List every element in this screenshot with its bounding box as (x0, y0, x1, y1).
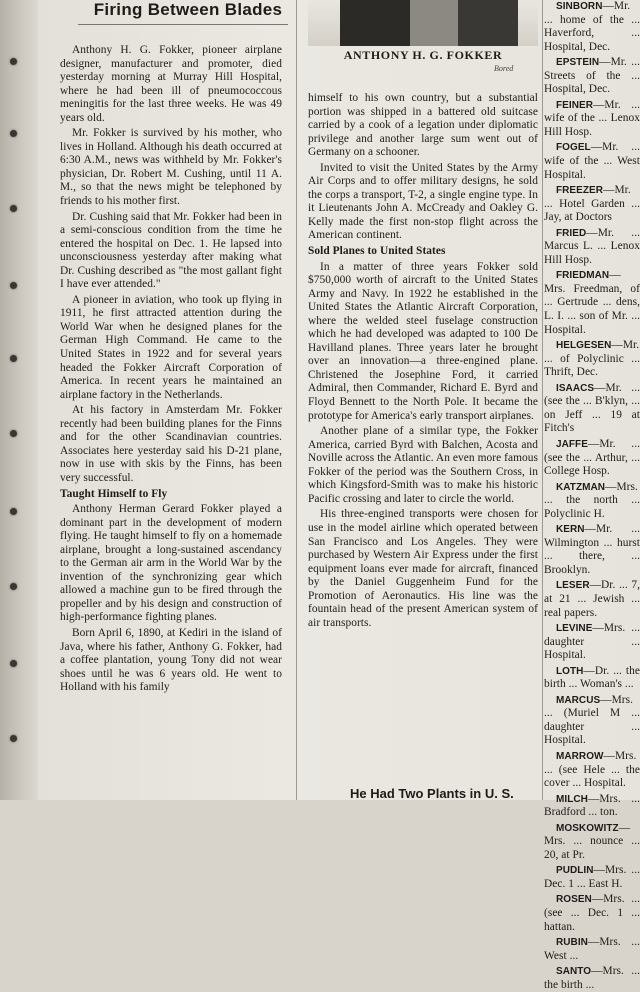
article-paragraph: Anthony H. G. Fokker, pioneer airplane designer, manufacturer and promoter, died yesterday morning at Murray Hill Hospital, where he had been ill of pneumococcous meningitis for the last three weeks. He was 49 years old. (60, 44, 282, 124)
notice-text: —Mr. ... Streets of the ... Hospital, Dec. (544, 56, 640, 96)
birth-notice-entry (544, 269, 640, 337)
notice-text: —Mr. ... wife of the ... West Hospital. (544, 141, 640, 181)
binding-hole (10, 355, 17, 362)
notice-text: —Mrs. ... nounce ... 20, at Pr. (544, 821, 640, 861)
notice-name: FRIEDMAN (556, 270, 610, 282)
birth-notice-entry (544, 56, 640, 97)
notice-name: KATZMAN (556, 481, 606, 493)
notice-text: —Mrs. ... Bradford ... ton. (544, 792, 640, 819)
article-paragraph: A pioneer in aviation, who took up flying in 1911, he first attracted attention during the World War when he designed planes for the German High Command. He came to the United States in 1922 and for several years headed the Fokker Aircraft Corporation of America. In recent years he maintained an airplane factory in the Netherlands. (60, 293, 282, 401)
notice-text: —Dr. ... the birth ... Woman's ... (544, 664, 640, 691)
notice-text: —Mr. ... wife of the ... Lenox Hill Hosp. (544, 98, 640, 138)
notice-text: —Mr. ... Hotel Garden ... Jay, at Doctors (544, 184, 640, 224)
notice-text: —Mrs. ... (see Hele ... the cover ... Hospital. (544, 749, 640, 790)
notice-text: —Mr. ... home of the ... Haverford, ... Hospital, Dec. (544, 0, 640, 53)
birth-notice-entry (544, 523, 640, 577)
notice-name: FEINER (556, 99, 593, 111)
birth-notice-entry (544, 665, 640, 692)
notice-text: —Mrs. ... Dec. 1 ... East H. (544, 864, 640, 890)
birth-notice-entry (544, 99, 640, 140)
birth-notice-entry (544, 141, 640, 182)
notice-name: LESER (556, 580, 590, 592)
binding-hole (10, 430, 17, 437)
notice-name: SINBORN (556, 1, 603, 12)
notice-name: LOTH (556, 665, 584, 677)
article-paragraph: At his factory in Amsterdam Mr. Fokker recently had been building planes for the Finns and for the other Scandinavian countries. Associates here yesterday said his D-21 plane, now in use with skis by the Finns, has been very successful. (60, 404, 282, 484)
birth-notice-entry (544, 438, 640, 479)
birth-notice-entry (544, 750, 640, 791)
binding-hole (10, 660, 17, 667)
notice-name: FOGEL (556, 142, 591, 154)
article-paragraph: His three-engined transports were chosen for use in the model airline which operated between San Francisco and Los Angeles. They were purchased by Western Air Express under the first equipment loans ever made for aircraft, financed by the Daniel Guggenheim Fund for the Promotion of Aeronautics. His line was the fountain head of the present American system of air transports. (308, 508, 538, 629)
notice-name: HELGESEN (556, 340, 612, 352)
section-subhead: Taught Himself to Fly (60, 487, 168, 500)
birth-notices-column (544, 0, 640, 991)
notice-text: —Mr. ... Marcus L. ... Lenox Hill Hosp. (544, 226, 640, 266)
birth-notice-entry (544, 227, 640, 268)
article-column-1 (60, 44, 282, 800)
notice-name: FREEZER (556, 185, 604, 197)
notice-text: —Mrs. ... the north ... Polyclinic H. (544, 480, 640, 520)
notice-name: LEVINE (556, 623, 593, 635)
birth-notice-entry (544, 339, 640, 380)
portrait-photo (308, 0, 538, 46)
section-subhead-bottom: He Had Two Plants in U. S. (350, 786, 514, 801)
birth-notice-entry (544, 579, 640, 620)
article-headline: Firing Between Blades (93, 0, 283, 19)
notice-text: —Mr. ... (see the ... B'klyn, ... on Jeff ... 19 at Fitch's (544, 381, 640, 435)
birth-notice-entry (544, 822, 640, 863)
birth-notice-entry (544, 0, 640, 54)
notice-text: —Mrs. ... (Muriel M ... daughter ... Hospital. (544, 693, 640, 747)
birth-notice-entry (544, 793, 640, 820)
notice-text: —Mrs. ... (see ... Dec. 1 ... hattan. (544, 893, 640, 933)
article-paragraph: himself to his own country, but a substantial portion was shipped in a battered old suitcase carried by a cook of a legation under diplomatic privilege and another large sum went out of Germany on a schooner. (308, 92, 538, 159)
article-column-2 (308, 92, 538, 800)
notice-text: —Mrs. ... daughter ... Hospital. (544, 622, 640, 662)
notice-text: —Mrs. ... West ... (544, 936, 640, 962)
notice-name: MILCH (556, 793, 588, 805)
notice-text: —Mr. ... of Polyclinic ... Thrift, Dec. (544, 339, 640, 379)
birth-notice-entry (544, 936, 640, 963)
notice-name: MARCUS (556, 694, 601, 706)
notice-name: RUBIN (556, 937, 588, 949)
notice-text: —Mr. ... (see the ... Arthur, ... College Hosp. (544, 437, 640, 478)
notice-name: MARROW (556, 750, 604, 762)
birth-notice-entry (544, 694, 640, 748)
birth-notice-entry (544, 864, 640, 891)
article-paragraph: Dr. Cushing said that Mr. Fokker had been in a semi-conscious condition from the time he entered the hospital on Dec. 1. He lapsed into unconsciousness yesterday after making what Dr. Cushing described as "the most gallant fight I have ever attended." (60, 210, 282, 291)
article-paragraph: Anthony Herman Gerard Fokker played a dominant part in the development of modern flying. He taught himself to fly on a homemade airplane, brought a long-sustained ascendancy to the German air arm in the World War by the invention of the synchronizing gear which allowed a machine gun to be fired through the propeller and by his design and construction of high-performance fighting planes. (60, 503, 282, 624)
birth-notice-entry (544, 184, 640, 225)
section-subhead: Sold Planes to United States (308, 245, 446, 258)
notice-name: EPSTEIN (556, 57, 600, 69)
newspaper-page (38, 0, 640, 991)
article-paragraph: Born April 6, 1890, at Kediri in the island of Java, where his father, Anthony G. Fokker, had a coffee plantation, young Tony did not wear shoes until he was 6 years old. He went to Holland with his family (60, 626, 282, 694)
headline-rule (78, 24, 288, 25)
photo-caption: ANTHONY H. G. FOKKER (343, 48, 503, 62)
notice-text: —Dr. ... 7, at 21 ... Jewish ... real papers. (544, 579, 640, 619)
binding-hole (10, 508, 17, 515)
binding-hole (10, 583, 17, 590)
binding-hole (10, 282, 17, 289)
binding-hole (10, 130, 17, 137)
binding-hole (10, 735, 17, 742)
notice-name: JAFFE (556, 438, 588, 450)
column-rule (296, 0, 297, 800)
column-rule (542, 0, 543, 800)
notice-name: MOSKOWITZ (556, 822, 619, 834)
birth-notice-entry (544, 893, 640, 934)
binding-hole (10, 205, 17, 212)
notice-name: FRIED (556, 227, 587, 239)
article-paragraph: Another plane of a similar type, the Fokker America, carried Byrd with Balchen, Acosta and Noville across the Atlantic. An even more famous Fokker of the period was the Southern Cross, in which Kingsford-Smith was to make his historic Pacific crossing and later to circle the world. (308, 425, 538, 505)
article-paragraph: Mr. Fokker is survived by his mother, who lives in Holland. Although his death occurred at 6:30 A.M., news was withheld by Mr. Fokker's physician, Dr. Robert M. Cushing, until 11 A. M., so that the news might be telephoned by friends to his mother first. (60, 127, 282, 208)
birth-notice-entry (544, 481, 640, 522)
notice-text: —Mrs. ... the birth ... (544, 965, 640, 991)
birth-notice-entry (544, 622, 640, 663)
notice-name: SANTO (556, 966, 592, 978)
page-binding (0, 0, 38, 800)
birth-notice-entry (544, 965, 640, 992)
notice-name: PUDLIN (556, 865, 594, 877)
photo-credit: Bored (494, 64, 514, 73)
article-paragraph: Invited to visit the United States by the Army Air Corps and to offer military designs, he sold the corps a transport, T-2, a single engine type. In it Lieutenants John A. McCready and Oakley G. Kelly made the first non-stop flight across the American continent. (308, 161, 538, 242)
notice-text: —Mr. ... Wilmington ... hurst ... there, ... Brooklyn. (544, 523, 640, 576)
article-paragraph: In a matter of three years Fokker sold $750,000 worth of aircraft to the United States Army and Navy. In 1922 he established in the United States the Atlantic Aircraft Corporation, where the welded steel fuselage construction which he had developed was adapted to 100 De Havilland planes. Three years later he brought over an innovation—a three-engined plane. Christened the Josephine Ford, it carried Admiral, then Commander, Richard E. Byrd and Floyd Bennett to the North Pole. It became the prototype for America's early transport airplanes. (308, 260, 538, 422)
birth-notice-entry (544, 382, 640, 436)
notice-name: ROSEN (556, 894, 592, 906)
notice-name: ISAACS (556, 382, 595, 394)
notice-name: KERN (556, 524, 585, 536)
binding-hole (10, 58, 17, 65)
notice-text: —Mrs. Freedman, of ... Gertrude ... dens, L. I. ... son of Mr. ... Hospital. (544, 269, 640, 336)
